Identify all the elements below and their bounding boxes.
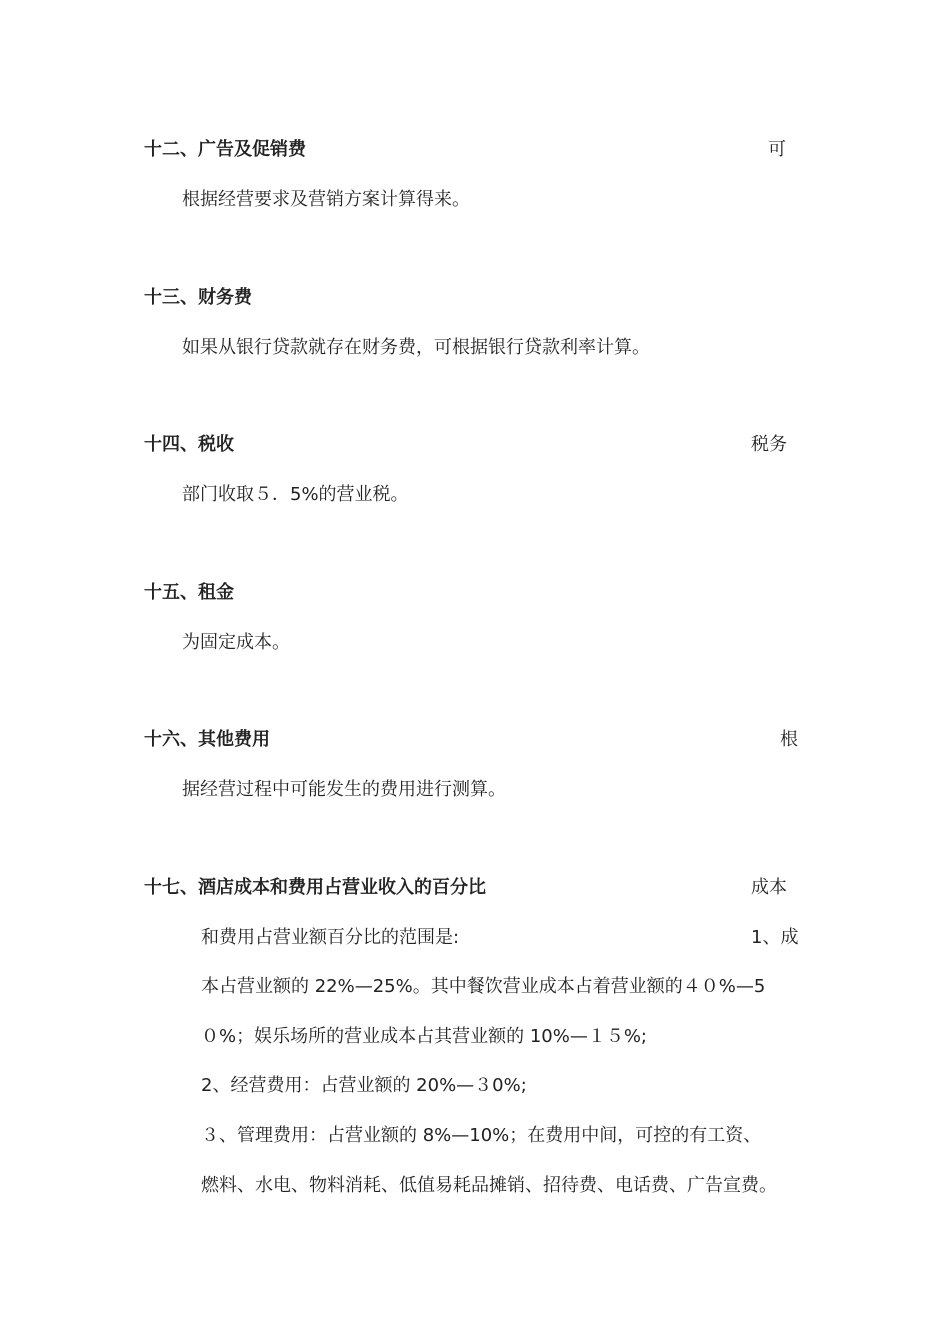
- section-17-line-6: 燃料、水电、物料消耗、低值易耗品摊销、招待费、电话费、广告宣费。: [201, 1175, 777, 1196]
- section-16-heading: 十六、其他费用: [144, 729, 270, 750]
- section-17-heading: 十七、酒店成本和费用占营业收入的百分比: [144, 877, 486, 898]
- section-14-line: 部门收取５．5%的营业税。: [182, 484, 409, 505]
- section-17-trail: 成本: [751, 877, 787, 898]
- section-17-line-4: 2、经营费用：占营业额的 20%—３0%;: [201, 1075, 527, 1096]
- section-13-heading: 十三、财务费: [144, 287, 252, 308]
- section-16-line: 据经营过程中可能发生的费用进行测算。: [182, 779, 506, 800]
- section-12-trail: 可: [768, 139, 786, 160]
- section-15-heading: 十五、租金: [144, 582, 234, 603]
- section-14-trail: 税务: [751, 434, 787, 455]
- section-16-trail: 根: [780, 729, 798, 750]
- section-17-line-3: ０%；娱乐场所的营业成本占其营业额的 10%—１５%;: [201, 1026, 647, 1047]
- section-17-line-2: 本占营业额的 22%—25%。其中餐饮营业成本占着营业额的４０%—5: [201, 976, 766, 997]
- section-13-line: 如果从银行贷款就存在财务费，可根据银行贷款利率计算。: [182, 337, 650, 358]
- section-17-line-1-trail: 1、成: [751, 927, 799, 948]
- section-14-heading: 十四、税收: [144, 434, 234, 455]
- section-17-line-1: 和费用占营业额百分比的范围是:: [201, 927, 460, 948]
- section-15-line: 为固定成本。: [182, 632, 290, 653]
- section-17-line-5: ３、管理费用：占营业额的 8%—10%；在费用中间，可控的有工资、: [201, 1125, 762, 1146]
- section-12-heading: 十二、广告及促销费: [144, 139, 306, 160]
- section-12-line: 根据经营要求及营销方案计算得来。: [182, 189, 470, 210]
